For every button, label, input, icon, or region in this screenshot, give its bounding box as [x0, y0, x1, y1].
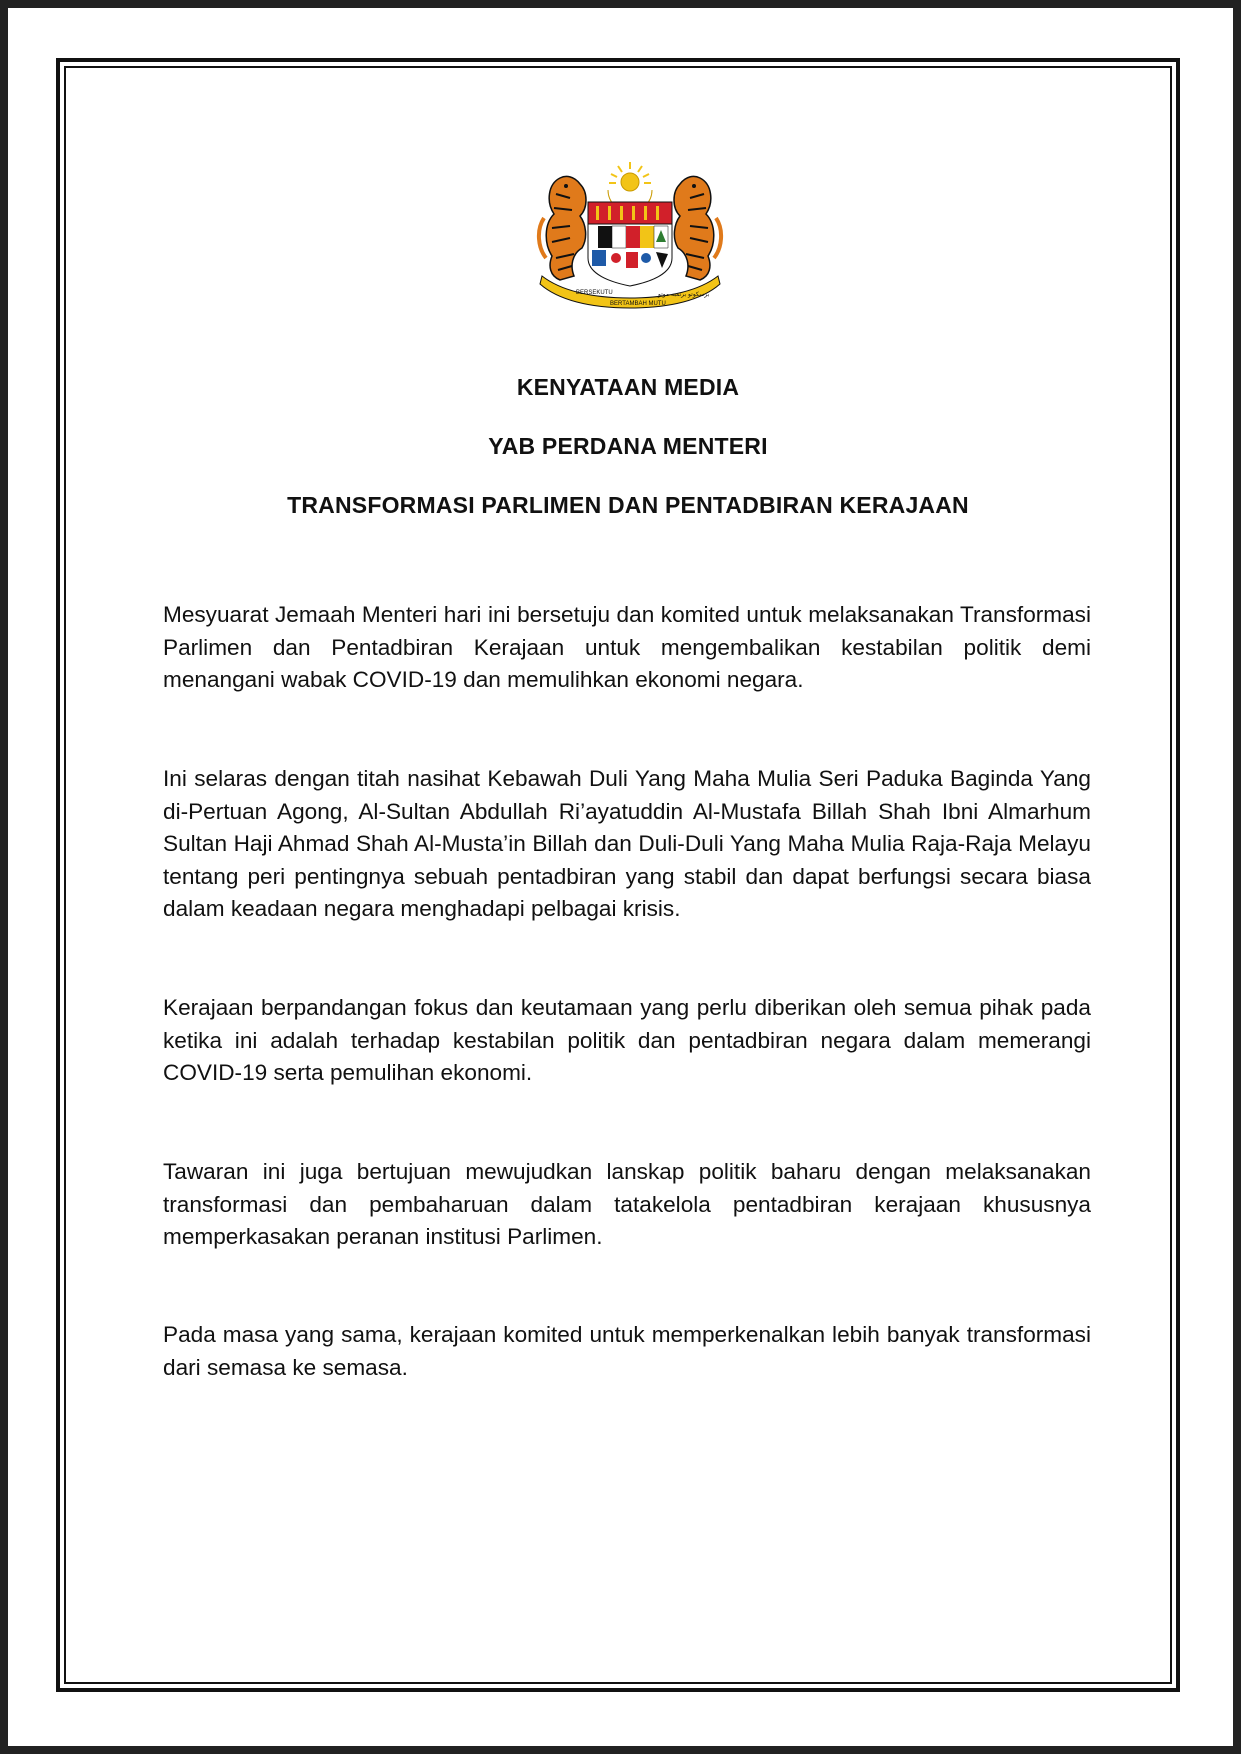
left-tiger-icon: [539, 176, 586, 280]
document-page: [8, 8, 1233, 1746]
body-paragraph: Kerajaan berpandangan fokus dan keutamaan yang perlu diberikan oleh semua pihak pada ketika ini adalah terhadap kestabilan politik dan pentadbiran negara dalam memerangi COVID-19 serta pemulihan ekonomi.: [163, 995, 1091, 1086]
right-tiger-icon: [674, 176, 721, 280]
body-paragraph: Ini selaras dengan titah nasihat Kebawah Duli Yang Maha Mulia Seri Paduka Baginda Yang di-Pertuan Agong, Al-Sultan Abdullah Ri’ayatuddin Al-Mustafa Billah Shah Ibni Almarhum Sultan Haji Ahmad Shah Al-Musta’in Billah dan Duli-Duli Yang Maha Mulia Raja-Raja Melayu tentang peri pentingnya sebuah pentadbiran yang stabil dan dapat berfungsi secara biasa dalam keadaan negara menghadapi pelbagai krisis.: [163, 766, 1091, 922]
body-paragraph: Tawaran ini juga bertujuan mewujudkan lanskap politik baharu dengan melaksanakan transformasi dan pembaharuan dalam tatakelola pentadbiran kerajaan khususnya memperkasakan peranan institusi Parlimen.: [163, 1159, 1091, 1250]
motto-right-text: برسكوتو برتمبه موتو: [658, 291, 710, 298]
coat-of-arms-icon: [530, 158, 730, 313]
shield-icon: [588, 202, 672, 286]
motto-center-text: BERTAMBAH MUTU: [610, 301, 666, 307]
body-paragraph: Pada masa yang sama, kerajaan komited untuk memperkenalkan lebih banyak transformasi dari semasa ke semasa.: [163, 1322, 1091, 1380]
prime-minister-heading: YAB PERDANA MENTERI: [488, 433, 768, 459]
media-statement-heading: KENYATAAN MEDIA: [516, 374, 740, 400]
motto-left-text: BERSEKUTU: [576, 290, 613, 296]
transformation-title-heading: TRANSFORMASI PARLIMEN DAN PENTADBIRAN KERAJAAN: [287, 492, 969, 518]
body-paragraph: Mesyuarat Jemaah Menteri hari ini bersetuju dan komited untuk melaksanakan Transformasi Parlimen dan Pentadbiran Kerajaan untuk mengembalikan kestabilan politik demi menangani wabak COVID-19 dan memulihkan ekonomi negara.: [163, 602, 1091, 693]
coat-of-arms-emblem: [530, 158, 730, 313]
